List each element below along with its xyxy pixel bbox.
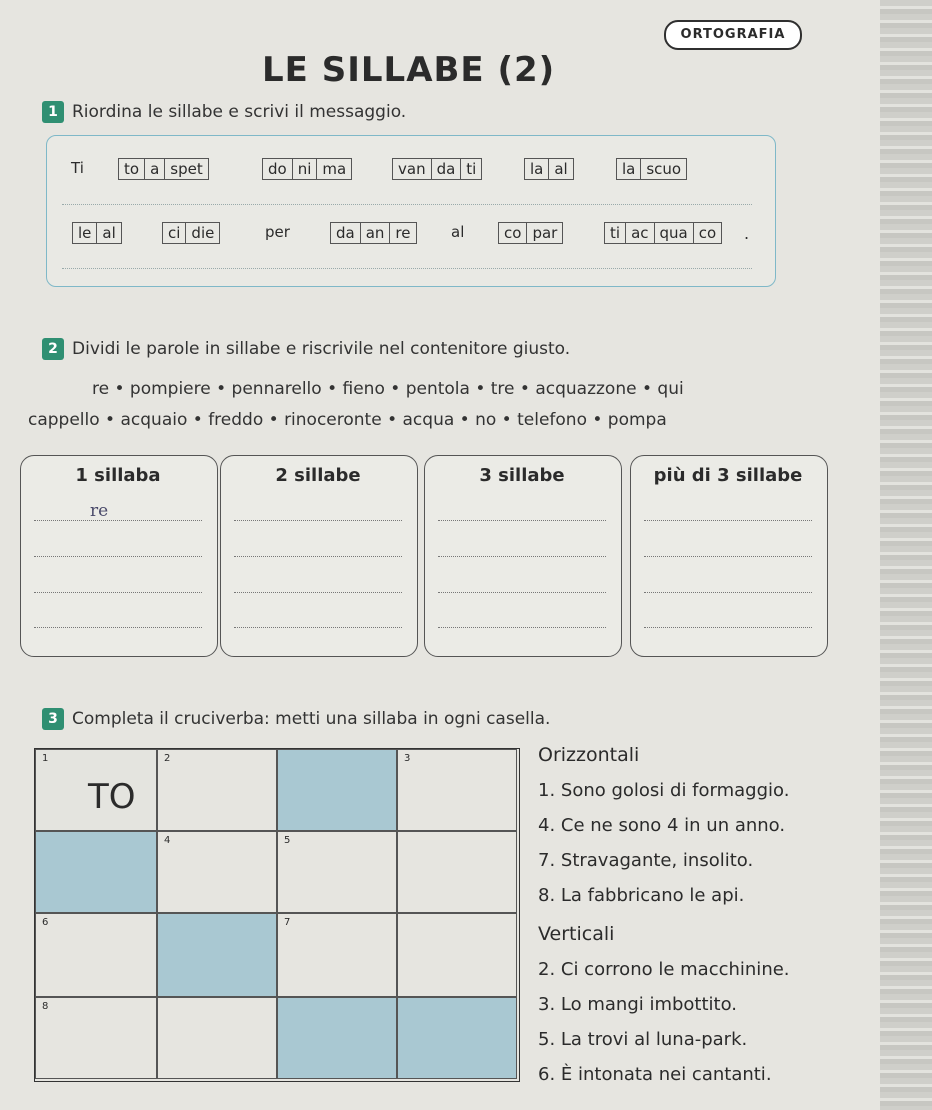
- page-title: LE SILLABE (2): [262, 50, 556, 90]
- answer-line[interactable]: [234, 592, 402, 593]
- word-list-line-2: cappello • acquaio • freddo • rinoceronte • acqua • no • telefono • pompa: [28, 410, 667, 430]
- answer-line[interactable]: [644, 592, 812, 593]
- container-label: 1 sillaba: [75, 465, 161, 486]
- syllable-group: al: [451, 223, 465, 241]
- answer-line[interactable]: [234, 556, 402, 557]
- crossword-cell[interactable]: 7: [277, 913, 397, 997]
- exercise-1-instruction: Riordina le sillabe e scrivi il messaggio.: [72, 102, 407, 122]
- verticali-heading: Verticali: [538, 923, 615, 945]
- crossword-cell[interactable]: [397, 831, 517, 913]
- exercise-3-instruction: Completa il cruciverba: metti una sillaba in ogni casella.: [72, 709, 551, 729]
- clue-horizontal: 4. Ce ne sono 4 in un anno.: [538, 815, 786, 836]
- answer-line[interactable]: [62, 268, 752, 269]
- answer-line[interactable]: [644, 556, 812, 557]
- syllable-group: ci die: [162, 222, 220, 244]
- example-answer: re: [90, 501, 109, 521]
- answer-line[interactable]: [644, 520, 812, 521]
- answer-line[interactable]: [644, 627, 812, 628]
- syllable-group: la al: [524, 158, 574, 180]
- crossword-cell[interactable]: [157, 997, 277, 1079]
- container-label: più di 3 sillabe: [653, 465, 803, 486]
- exercise-2-number: 2: [42, 338, 64, 360]
- crossword-cell[interactable]: 2: [157, 749, 277, 831]
- crossword-block: [277, 997, 397, 1079]
- clue-vertical: 2. Ci corrono le macchinine.: [538, 959, 790, 980]
- crossword-cell[interactable]: 4: [157, 831, 277, 913]
- answer-line[interactable]: [34, 592, 202, 593]
- exercise-2-instruction: Dividi le parole in sillabe e riscrivile nel contenitore giusto.: [72, 339, 571, 359]
- crossword-block: [157, 913, 277, 997]
- syllable-group: le al: [72, 222, 122, 244]
- clue-vertical: 6. È intonata nei cantanti.: [538, 1064, 772, 1085]
- syllable-group: Ti: [71, 159, 84, 177]
- crossword-block: [277, 749, 397, 831]
- crossword-grid: [34, 748, 520, 1082]
- answer-line[interactable]: [34, 627, 202, 628]
- answer-line[interactable]: [234, 627, 402, 628]
- crossword-block: [35, 831, 157, 913]
- answer-line[interactable]: [34, 556, 202, 557]
- crossword-clues: [538, 738, 790, 1092]
- clue-horizontal: 8. La fabbricano le api.: [538, 885, 745, 906]
- syllable-group: to a spet: [118, 158, 209, 180]
- word-list-line-1: re • pompiere • pennarello • fieno • pentola • tre • acquazzone • qui: [92, 379, 684, 399]
- crossword-cell[interactable]: 8: [35, 997, 157, 1079]
- syllable-group: co par: [498, 222, 563, 244]
- crossword-cell[interactable]: [397, 913, 517, 997]
- answer-line[interactable]: [34, 520, 202, 521]
- syllable-group: ti ac qua co: [604, 222, 722, 244]
- crossword-cell[interactable]: 1 TO: [35, 749, 157, 831]
- answer-line[interactable]: [438, 556, 606, 557]
- orizzontali-heading: Orizzontali: [538, 744, 640, 766]
- syllable-group: la scuo: [616, 158, 687, 180]
- syllable-group: do ni ma: [262, 158, 352, 180]
- syllable-group: van da ti: [392, 158, 482, 180]
- clue-vertical: 3. Lo mangi imbottito.: [538, 994, 738, 1015]
- answer-line[interactable]: [438, 592, 606, 593]
- clue-vertical: 5. La trovi al luna-park.: [538, 1029, 748, 1050]
- section-badge: ORTOGRAFIA: [664, 20, 802, 50]
- answer-line[interactable]: [62, 204, 752, 205]
- container-label: 3 sillabe: [479, 465, 565, 486]
- page-edge: [880, 0, 932, 1110]
- crossword-block: [397, 997, 517, 1079]
- crossword-cell[interactable]: 3: [397, 749, 517, 831]
- answer-line[interactable]: [234, 520, 402, 521]
- answer-line[interactable]: [438, 520, 606, 521]
- clue-horizontal: 7. Stravagante, insolito.: [538, 850, 754, 871]
- exercise-3-number: 3: [42, 708, 64, 730]
- crossword-letters: TO: [88, 777, 136, 817]
- answer-line[interactable]: [438, 627, 606, 628]
- container-label: 2 sillabe: [275, 465, 361, 486]
- clue-horizontal: 1. Sono golosi di formaggio.: [538, 780, 790, 801]
- end-period: .: [744, 224, 750, 243]
- syllable-group: da an re: [330, 222, 417, 244]
- syllable-group: per: [265, 223, 290, 241]
- exercise-1-number: 1: [42, 101, 64, 123]
- crossword-cell[interactable]: 5: [277, 831, 397, 913]
- crossword-cell[interactable]: 6: [35, 913, 157, 997]
